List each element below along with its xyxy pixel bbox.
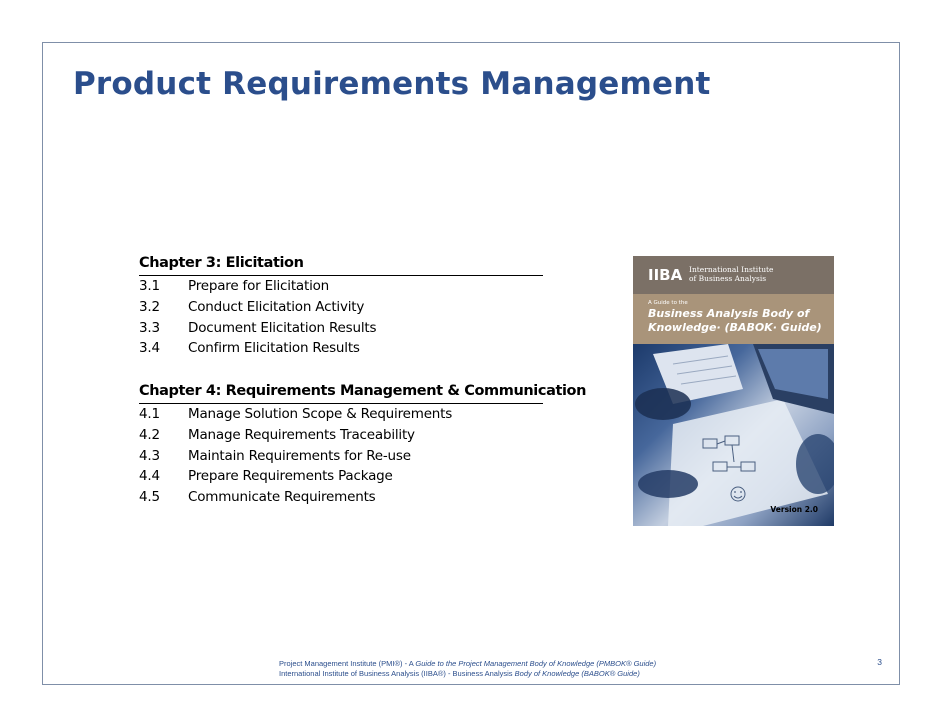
footnote-line-1 xyxy=(279,659,656,669)
item-number: 4.3 xyxy=(139,447,160,464)
item-label: Manage Solution Scope & Requirements xyxy=(188,406,453,422)
footnote-references xyxy=(279,659,656,679)
footnote-1-plain: Project Management Institute (PMI®) - A xyxy=(279,659,416,668)
chapter-4-heading: Chapter 4: Requirements Management & Communication xyxy=(139,382,543,404)
item-number: 3.2 xyxy=(139,298,160,315)
list-item xyxy=(139,466,543,487)
slide-title: Product Requirements Management xyxy=(73,66,711,102)
chapter-4-list xyxy=(139,404,543,508)
org-name-line2: of Business Analysis xyxy=(689,274,767,283)
cover-guide-title xyxy=(648,307,834,335)
org-name-line1: International Institute xyxy=(689,265,774,274)
item-label: Confirm Elicitation Results xyxy=(188,340,360,357)
list-item xyxy=(139,446,543,467)
list-item xyxy=(139,487,543,508)
chapter-3-heading: Chapter 3: Elicitation xyxy=(139,254,543,276)
babok-book-cover xyxy=(633,256,834,526)
item-label: Prepare Requirements Package xyxy=(188,468,393,485)
cover-guide-prefix: A Guide to the xyxy=(648,300,688,306)
item-number: 4.1 xyxy=(139,406,160,422)
list-item xyxy=(139,276,543,297)
list-item xyxy=(139,425,543,446)
item-number: 3.3 xyxy=(139,319,160,336)
item-number: 4.5 xyxy=(139,489,160,506)
footnote-line-2 xyxy=(279,669,656,679)
cover-org-name xyxy=(689,265,829,283)
list-item xyxy=(139,297,543,318)
cover-photo xyxy=(633,344,834,526)
guide-title-line1: Business Analysis Body of xyxy=(648,307,810,320)
chapter-3-section xyxy=(139,254,543,359)
item-number: 4.4 xyxy=(139,468,160,485)
item-label: Conduct Elicitation Activity xyxy=(188,298,365,315)
footnote-2-italic: Body of Knowledge (BABOK® Guide) xyxy=(514,669,640,678)
chapter-3-list xyxy=(139,276,543,359)
item-label: Document Elicitation Results xyxy=(188,319,377,336)
item-label: Manage Requirements Traceability xyxy=(188,426,415,443)
item-number: 4.2 xyxy=(139,426,160,443)
page-number: 3 xyxy=(877,657,882,667)
iiba-logo xyxy=(648,264,686,284)
item-label: Prepare for Elicitation xyxy=(188,278,330,294)
cover-photo-illustration xyxy=(633,344,834,526)
footnote-1-italic: Guide to the Project Management Body of Knowledge (PMBOK® Guide) xyxy=(415,659,657,668)
list-item xyxy=(139,404,543,425)
chapter-4-section xyxy=(139,382,587,508)
slide xyxy=(42,42,900,685)
list-item xyxy=(139,338,543,359)
item-label: Maintain Requirements for Re-use xyxy=(188,447,411,464)
guide-title-line2: Knowledge· (BABOK· Guide) xyxy=(648,321,822,334)
item-label: Communicate Requirements xyxy=(188,489,376,506)
list-item xyxy=(139,318,543,339)
logo-text: IIBA xyxy=(648,266,683,284)
footnote-2-plain: International Institute of Business Analysis (IIBA®) - Business Analysis xyxy=(279,669,515,678)
item-number: 3.4 xyxy=(139,340,160,357)
item-number: 3.1 xyxy=(139,278,160,294)
cover-version: Version 2.0 xyxy=(770,505,818,514)
